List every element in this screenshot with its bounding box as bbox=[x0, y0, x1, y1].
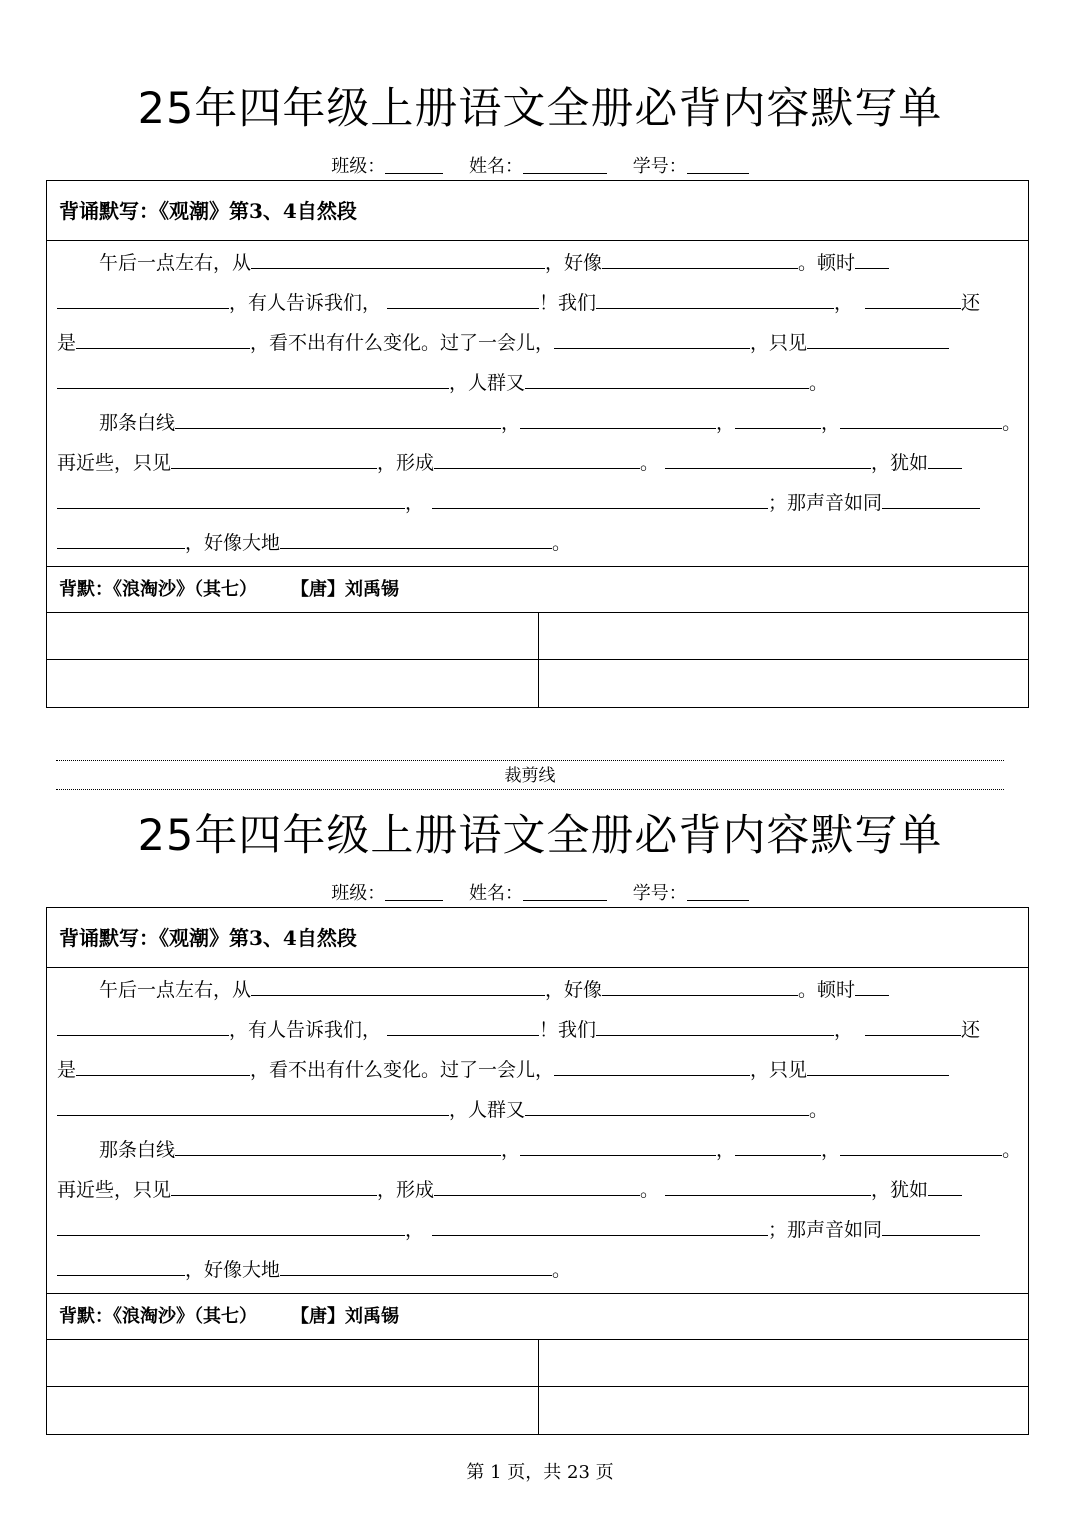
answer-blank[interactable] bbox=[280, 524, 552, 549]
text-fragment: ， bbox=[821, 412, 841, 434]
text-fragment: ， bbox=[501, 412, 521, 434]
poem-line-cell[interactable] bbox=[47, 613, 539, 660]
text-fragment: ， bbox=[716, 1139, 736, 1161]
text-fragment: ，看不出有什么变化。过了一会儿， bbox=[250, 1059, 555, 1081]
answer-blank[interactable] bbox=[525, 1091, 809, 1116]
answer-blank[interactable] bbox=[596, 284, 834, 309]
text-fragment: ，形成 bbox=[377, 1179, 435, 1201]
answer-blank[interactable] bbox=[57, 1091, 449, 1116]
text-fragment: 。 bbox=[552, 532, 572, 554]
text-fragment: 。 bbox=[552, 1259, 572, 1281]
text-fragment: 。 bbox=[640, 1179, 660, 1201]
student-id-field[interactable] bbox=[633, 156, 749, 177]
section-header-langtaosha bbox=[47, 566, 1028, 613]
name-field[interactable] bbox=[469, 156, 607, 177]
class-label: 班级： bbox=[331, 883, 386, 904]
class-blank[interactable] bbox=[385, 155, 443, 174]
answer-blank[interactable] bbox=[434, 444, 640, 469]
name-label: 姓名： bbox=[469, 883, 523, 904]
class-blank[interactable] bbox=[385, 882, 443, 901]
student-id-blank[interactable] bbox=[687, 882, 749, 901]
poem-title: 背默：《浪淘沙》（其七） bbox=[59, 579, 257, 600]
answer-blank[interactable] bbox=[735, 1131, 821, 1156]
text-fragment: ， bbox=[405, 492, 425, 514]
answer-blank[interactable] bbox=[171, 1171, 377, 1196]
answer-blank[interactable] bbox=[57, 1011, 229, 1036]
text-fragment: 再近些，只见 bbox=[57, 1179, 172, 1201]
paragraph-line bbox=[57, 1050, 1019, 1090]
fill-in-paragraph bbox=[57, 970, 1022, 1290]
answer-blank[interactable] bbox=[520, 1131, 716, 1156]
answer-blank[interactable] bbox=[280, 1251, 552, 1276]
poem-author: 【唐】刘禹锡 bbox=[291, 1306, 399, 1327]
text-fragment: 。 bbox=[1002, 412, 1022, 434]
poem-line-cell[interactable] bbox=[539, 1340, 1028, 1387]
text-fragment: ，犹如 bbox=[871, 1179, 929, 1201]
answer-blank[interactable] bbox=[57, 364, 449, 389]
text-fragment: 。顿时 bbox=[798, 979, 856, 1001]
text-fragment: 。 bbox=[1002, 1139, 1022, 1161]
poem-writing-grid bbox=[47, 613, 1028, 707]
class-field[interactable] bbox=[331, 883, 443, 904]
text-fragment: ，形成 bbox=[377, 452, 435, 474]
class-label: 班级： bbox=[331, 156, 386, 177]
text-fragment: ， bbox=[716, 412, 736, 434]
worksheet-frame bbox=[46, 180, 1029, 708]
paragraph-line bbox=[57, 1170, 1019, 1210]
text-fragment: 是 bbox=[57, 332, 77, 354]
answer-blank[interactable] bbox=[554, 324, 750, 349]
student-id-label: 学号： bbox=[632, 883, 687, 904]
paragraph-line bbox=[57, 283, 1019, 323]
worksheet-title: 25年四年级上册语文全册必背内容默写单 bbox=[137, 84, 943, 134]
paragraph-line bbox=[57, 483, 1019, 523]
answer-blank[interactable] bbox=[76, 1051, 250, 1076]
answer-blank[interactable] bbox=[928, 1171, 962, 1196]
text-fragment: ， bbox=[834, 1019, 854, 1041]
text-fragment: ， bbox=[501, 1139, 521, 1161]
poem-line-cell[interactable] bbox=[47, 660, 539, 707]
text-fragment: 午后一点左右，从 bbox=[99, 979, 252, 1001]
answer-blank[interactable] bbox=[840, 404, 1002, 429]
worksheet-title: 25年四年级上册语文全册必背内容默写单 bbox=[137, 811, 943, 861]
text-fragment: ，只见 bbox=[750, 1059, 808, 1081]
text-fragment: 。 bbox=[640, 452, 660, 474]
text-fragment: 那条白线 bbox=[99, 1139, 176, 1161]
answer-blank[interactable] bbox=[387, 284, 539, 309]
text-fragment: 还 bbox=[961, 292, 981, 314]
answer-blank[interactable] bbox=[434, 1171, 640, 1196]
poem-author: 【唐】刘禹锡 bbox=[291, 579, 399, 600]
text-fragment: 。顿时 bbox=[798, 252, 856, 274]
paragraph-line bbox=[57, 323, 1019, 363]
student-id-label: 学号： bbox=[632, 156, 687, 177]
text-fragment: 那条白线 bbox=[99, 412, 176, 434]
answer-blank[interactable] bbox=[251, 971, 545, 996]
answer-blank[interactable] bbox=[602, 244, 798, 269]
student-id-field[interactable] bbox=[633, 883, 749, 904]
answer-blank[interactable] bbox=[57, 1211, 405, 1236]
text-fragment: 午后一点左右，从 bbox=[99, 252, 252, 274]
text-fragment: ，好像 bbox=[545, 979, 603, 1001]
text-fragment: ，有人告诉我们， bbox=[229, 292, 382, 314]
answer-blank[interactable] bbox=[57, 484, 405, 509]
answer-blank[interactable] bbox=[807, 1051, 949, 1076]
poem-line-cell[interactable] bbox=[47, 1340, 539, 1387]
answer-blank[interactable] bbox=[928, 444, 962, 469]
text-fragment: ；那声音如同 bbox=[768, 1219, 883, 1241]
answer-blank[interactable] bbox=[602, 971, 798, 996]
text-fragment: 。 bbox=[809, 1099, 829, 1121]
fill-in-paragraph bbox=[57, 243, 1022, 563]
text-fragment: 还 bbox=[961, 1019, 981, 1041]
paragraph-line bbox=[57, 243, 1019, 283]
answer-blank[interactable] bbox=[175, 1131, 501, 1156]
paragraph-line bbox=[57, 1090, 1019, 1130]
poem-line-cell[interactable] bbox=[539, 613, 1028, 660]
section-header-guanchao: 背诵默写：《观潮》第3、4自然段 bbox=[47, 181, 1028, 241]
student-info-row bbox=[0, 881, 1080, 907]
student-info-row bbox=[0, 154, 1080, 180]
answer-blank[interactable] bbox=[525, 364, 809, 389]
paragraph-line bbox=[57, 443, 1019, 483]
cut-line-label: 裁剪线 bbox=[504, 766, 556, 786]
answer-blank[interactable] bbox=[432, 1211, 768, 1236]
text-fragment: ， bbox=[821, 1139, 841, 1161]
answer-blank[interactable] bbox=[387, 1011, 539, 1036]
answer-blank[interactable] bbox=[432, 484, 768, 509]
answer-blank[interactable] bbox=[251, 244, 545, 269]
text-fragment: ，犹如 bbox=[871, 452, 929, 474]
paragraph-line bbox=[57, 1130, 1022, 1170]
paragraph-line bbox=[57, 1210, 1019, 1250]
answer-blank[interactable] bbox=[840, 1131, 1002, 1156]
answer-blank[interactable] bbox=[735, 404, 821, 429]
paragraph-line bbox=[57, 1250, 1019, 1290]
text-fragment: ，人群又 bbox=[449, 372, 526, 394]
answer-blank[interactable] bbox=[171, 444, 377, 469]
answer-blank[interactable] bbox=[57, 284, 229, 309]
text-fragment: 。 bbox=[809, 372, 829, 394]
text-fragment: ；那声音如同 bbox=[768, 492, 883, 514]
answer-blank[interactable] bbox=[865, 1011, 961, 1036]
poem-writing-grid bbox=[47, 1340, 1028, 1434]
answer-blank[interactable] bbox=[57, 524, 185, 549]
answer-blank[interactable] bbox=[882, 1211, 980, 1236]
poem-title: 背默：《浪淘沙》（其七） bbox=[59, 1306, 257, 1327]
name-label: 姓名： bbox=[469, 156, 523, 177]
text-fragment: ，人群又 bbox=[449, 1099, 526, 1121]
section-header-guanchao: 背诵默写：《观潮》第3、4自然段 bbox=[47, 908, 1028, 968]
answer-blank[interactable] bbox=[596, 1011, 834, 1036]
answer-blank[interactable] bbox=[554, 1051, 750, 1076]
text-fragment: 再近些，只见 bbox=[57, 452, 172, 474]
answer-blank[interactable] bbox=[855, 971, 889, 996]
answer-blank[interactable] bbox=[57, 1251, 185, 1276]
answer-blank[interactable] bbox=[882, 484, 980, 509]
text-fragment: ！我们 bbox=[539, 1019, 597, 1041]
page-footer: 第 1 页，共 23 页 bbox=[466, 1462, 614, 1483]
name-field[interactable] bbox=[469, 883, 607, 904]
section-header-langtaosha bbox=[47, 1293, 1028, 1340]
paragraph-line bbox=[57, 403, 1022, 443]
paragraph-line bbox=[57, 523, 1019, 563]
answer-blank[interactable] bbox=[76, 324, 250, 349]
text-fragment: ！我们 bbox=[539, 292, 597, 314]
answer-blank[interactable] bbox=[807, 324, 949, 349]
text-fragment: ，只见 bbox=[750, 332, 808, 354]
cut-line bbox=[56, 760, 1004, 790]
name-blank[interactable] bbox=[523, 155, 607, 174]
text-fragment: ，有人告诉我们， bbox=[229, 1019, 382, 1041]
text-fragment: ，好像大地 bbox=[185, 1259, 281, 1281]
class-field[interactable] bbox=[331, 156, 443, 177]
student-id-blank[interactable] bbox=[687, 155, 749, 174]
text-fragment: ， bbox=[405, 1219, 425, 1241]
answer-blank[interactable] bbox=[865, 284, 961, 309]
paragraph-line bbox=[57, 970, 1019, 1010]
name-blank[interactable] bbox=[523, 882, 607, 901]
text-fragment: 是 bbox=[57, 1059, 77, 1081]
text-fragment: ，好像 bbox=[545, 252, 603, 274]
poem-line-cell[interactable] bbox=[539, 660, 1028, 707]
answer-blank[interactable] bbox=[520, 404, 716, 429]
answer-blank[interactable] bbox=[665, 444, 871, 469]
answer-blank[interactable] bbox=[855, 244, 889, 269]
text-fragment: ，看不出有什么变化。过了一会儿， bbox=[250, 332, 555, 354]
text-fragment: ， bbox=[834, 292, 854, 314]
answer-blank[interactable] bbox=[175, 404, 501, 429]
text-fragment: ，好像大地 bbox=[185, 532, 281, 554]
paragraph-line bbox=[57, 363, 1019, 403]
worksheet-frame bbox=[46, 907, 1029, 1435]
poem-line-cell[interactable] bbox=[539, 1387, 1028, 1434]
answer-blank[interactable] bbox=[665, 1171, 871, 1196]
poem-line-cell[interactable] bbox=[47, 1387, 539, 1434]
paragraph-line bbox=[57, 1010, 1019, 1050]
